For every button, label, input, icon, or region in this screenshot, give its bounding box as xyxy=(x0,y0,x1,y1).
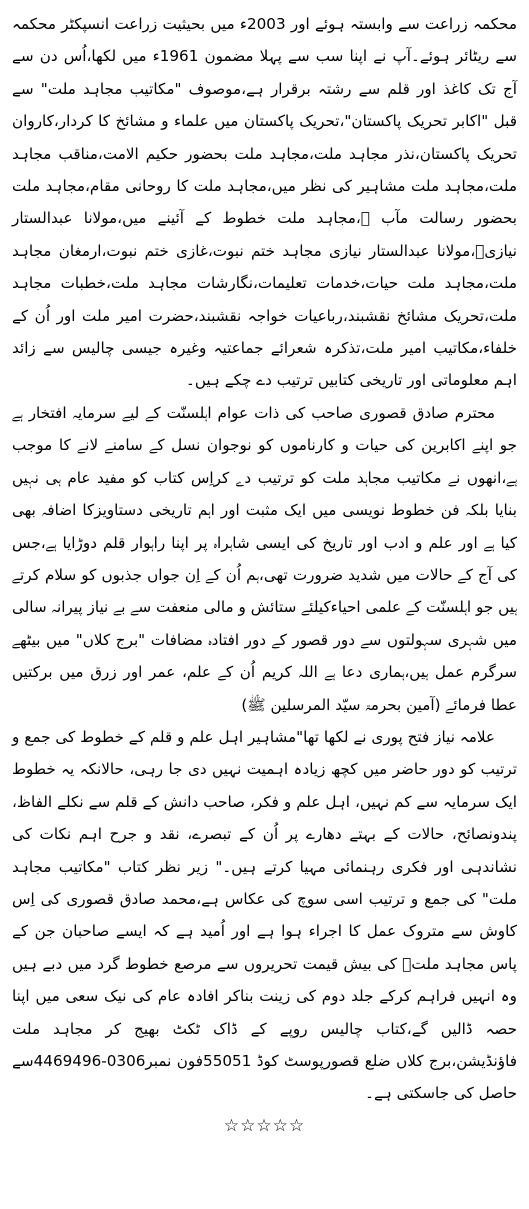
paragraph-2: محترم صادق قصوری صاحب کی ذات عوام اہلسنّت کے لیے سرمایہ افتخار ہے جو اپنے اکابرین کی حیات و کارناموں کو نوجوان نسل کے سامنے لانے کا موجب ہے،انھوں نے مکاتیب مجاہد ملت کو ترتیب دے کراِس کتاب کو مفید عام ہی نہیں بنایا بلکہ فن خطوط نویسی میں ایک مثبت اور اہم تاریخی دستاویزکا اضافہ بھی کیا ہے اور علم و ادب اور تاریخ کی ایسی شاہراہ پر اپنا راہوار قلم دوڑایا ہے،جس کی آج کے حالات میں شدید ضرورت تھی،ہم اُن کے اِن جواں جذبوں کو سلام کرتے ہیں جو اہلسنّت کے علمی احیاءکیلئے ستائش و مالی منعفت سے بے نیاز پیرانہ سالی میں شہری سہولتوں سے دور قصور کے دور افتادہ مضافات "برج کلاں" میں بیٹھے سرگرم عمل ہیں،ہماری دعا ہے اللہ کریم اُن کے علم، عمر اور زرق میں برکتیں عطا فرمائے (آمین بحرمۃ سیّد المرسلین ﷺ) xyxy=(12,403,517,714)
end-ornament: ☆☆☆☆☆ xyxy=(223,1115,306,1136)
paragraph-3: علامہ نیاز فتح پوری نے لکھا تھا"مشاہیر اہل علم و قلم کے خطوط کی جمع و ترتیب کو دور حاضر میں کچھ زیادہ اہمیت نہیں دی جا رہی، حالانکہ یہ خطوط ایک سرمایہ سے کم نہیں، اہل علم و فکر، صاحب دانش کے قلم سے نکلے الفاظ، پندونصائح، حالات کے بہتے دھارے پر اُن کے تبصرے، نقد و جرح اہم نکات کی نشاندہی اور فکری رہنمائی مہیا کرتے ہیں۔" زیر نظر کتاب "مکاتیب مجاہد ملت" کی جمع و ترتیب اسی سوچ کی عکاس ہے،محمد صادق قصوری کی اِس کاوش سے متروک عمل کا اجراء ہوا ہے اور اُمید ہے کہ ایسے صاحبان جن کے پاس مجاہد ملتؒ کی بیش قیمت تحریروں سے مرصع خطوط گرد میں دبے ہیں وہ انہیں فراہم کرکے جلد دوم کی زینت بناکر افادہ عام کی نیک سعی میں اپنا حصہ ڈالیں گے،کتاب چالیس روپے کے ڈاک ٹکٹ بھیج کر مجاہد ملت فاؤنڈیشن،برج کلاں ضلع قصورپوسٹ کوڈ 55051فون نمبر0306-4469496سے حاصل کی جاسکتی ہے۔ xyxy=(12,727,517,1103)
paragraph-1: محکمہ زراعت سے وابستہ ہوئے اور 2003ء میں بحیثیت زراعت انسپکٹر محکمہ سے ریٹائر ہوئے۔آپ نے اپنا سب سے پہلا مضمون 1961ء میں لکھا،اُس دن سے آج تک کاغذ اور قلم سے رشتہ برقرار ہے،موصوف "مکاتیب مجاہد ملت" سے قبل "اکابر تحریک پاکستان"،تحریک پاکستان میں علماء و مشائخ کا کردار،کاروان تحریک پاکستان،نذر مجاہد ملت،مجاہد ملت بحضور حکیم الامت،مناقب مجاہد ملت،مجاہد ملت مشاہیر کی نظر میں،مجاہد ملت کا روحانی مقام،مجاہد ملت بحضور رسالت مآب ﷺ،مجاہد ملت خطوط کے آئینے میں،مولانا عبدالستار نیازیؒ،مولانا عبدالستار نیازی مجاہد ختم نبوت،غازی ختم نبوت،ارمغان مجاہد ملت،مجاہد ملت حیات،خدمات تعلیمات،نگارشات مجاہد ملت،خطبات مجاہد ملت،تحریک مشائخ نقشبند،رباعیات خواجہ نقشبند،حضرت امیر ملت اور اُن کے خلفاء،مکاتیب امیر ملت،تذکرہ شعرائے جماعتیہ وغیرہ جیسی چالیس سے زائد اہم معلوماتی اور تاریخی کتابیں ترتیب دے چکے ہیں۔ xyxy=(12,15,517,390)
